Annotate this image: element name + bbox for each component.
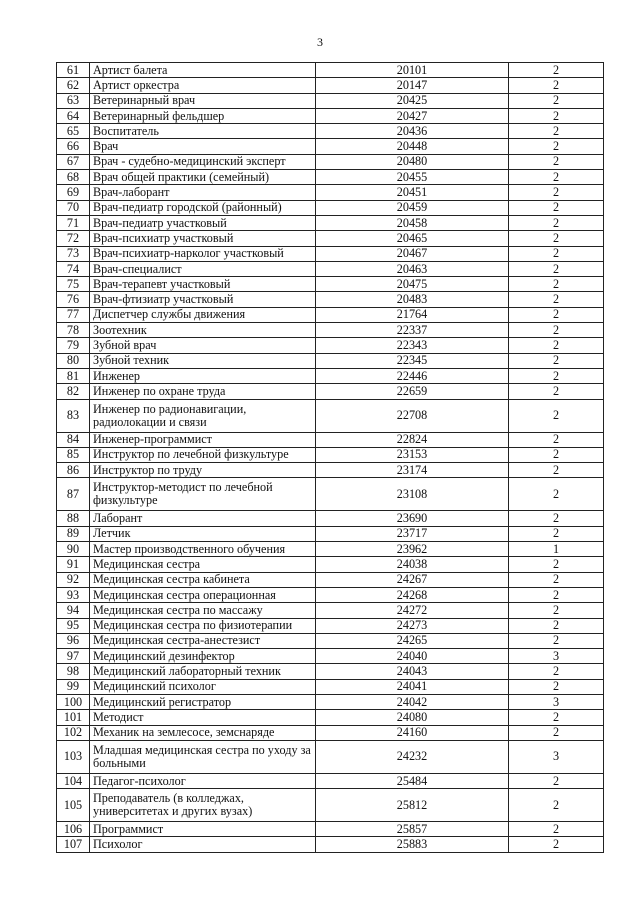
profession-name-cell: Лаборант (90, 511, 316, 526)
profession-name-cell: Зубной врач (90, 338, 316, 353)
value-cell: 2 (509, 572, 604, 587)
row-number-cell: 86 (57, 463, 90, 478)
profession-name-cell: Медицинский дезинфектор (90, 649, 316, 664)
row-number-cell: 87 (57, 478, 90, 511)
value-cell: 3 (509, 649, 604, 664)
profession-table (56, 62, 604, 853)
table-row (57, 399, 604, 432)
value-cell: 2 (509, 215, 604, 230)
row-number-cell: 77 (57, 307, 90, 322)
table-row (57, 572, 604, 587)
value-cell: 2 (509, 277, 604, 292)
profession-code-cell: 24273 (316, 618, 509, 633)
table-row (57, 447, 604, 462)
row-number-cell: 103 (57, 740, 90, 773)
value-cell: 2 (509, 587, 604, 602)
page-number: 3 (317, 35, 323, 49)
row-number-cell: 73 (57, 246, 90, 261)
profession-name-cell: Медицинский регистратор (90, 694, 316, 709)
table-row (57, 664, 604, 679)
table-row (57, 154, 604, 169)
row-number-cell: 92 (57, 572, 90, 587)
value-cell: 2 (509, 789, 604, 822)
profession-code-cell: 20448 (316, 139, 509, 154)
row-number-cell: 91 (57, 557, 90, 572)
row-number-cell: 71 (57, 215, 90, 230)
value-cell: 2 (509, 603, 604, 618)
value-cell: 2 (509, 478, 604, 511)
value-cell: 2 (509, 323, 604, 338)
profession-code-cell: 24272 (316, 603, 509, 618)
profession-code-cell: 20483 (316, 292, 509, 307)
row-number-cell: 83 (57, 399, 90, 432)
value-cell: 2 (509, 526, 604, 541)
profession-code-cell: 20101 (316, 63, 509, 78)
row-number-cell: 100 (57, 694, 90, 709)
table-row (57, 93, 604, 108)
table-row (57, 338, 604, 353)
table-row (57, 261, 604, 276)
profession-name-cell: Зубной техник (90, 353, 316, 368)
profession-code-cell: 20480 (316, 154, 509, 169)
table-row (57, 463, 604, 478)
profession-name-cell: Программист (90, 822, 316, 837)
value-cell: 2 (509, 353, 604, 368)
row-number-cell: 76 (57, 292, 90, 307)
value-cell: 2 (509, 246, 604, 261)
value-cell: 2 (509, 822, 604, 837)
value-cell: 2 (509, 773, 604, 788)
profession-code-cell: 25812 (316, 789, 509, 822)
value-cell: 2 (509, 93, 604, 108)
profession-name-cell: Инструктор по труду (90, 463, 316, 478)
value-cell: 2 (509, 368, 604, 383)
profession-name-cell: Врач-специалист (90, 261, 316, 276)
table-row (57, 170, 604, 185)
profession-name-cell: Медицинский лабораторный техник (90, 664, 316, 679)
table-row (57, 246, 604, 261)
table-row (57, 789, 604, 822)
profession-name-cell: Механик на землесосе, земснаряде (90, 725, 316, 740)
profession-code-cell: 20451 (316, 185, 509, 200)
profession-code-cell: 24040 (316, 649, 509, 664)
table-row (57, 78, 604, 93)
profession-name-cell: Медицинская сестра (90, 557, 316, 572)
profession-name-cell: Ветеринарный врач (90, 93, 316, 108)
profession-code-cell: 20475 (316, 277, 509, 292)
table-row (57, 63, 604, 78)
row-number-cell: 95 (57, 618, 90, 633)
table-row (57, 725, 604, 740)
table-body (57, 63, 604, 853)
row-number-cell: 89 (57, 526, 90, 541)
value-cell: 2 (509, 292, 604, 307)
row-number-cell: 78 (57, 323, 90, 338)
profession-name-cell: Врач-педиатр городской (районный) (90, 200, 316, 215)
row-number-cell: 90 (57, 542, 90, 557)
profession-name-cell: Медицинская сестра кабинета (90, 572, 316, 587)
value-cell: 2 (509, 261, 604, 276)
profession-code-cell: 21764 (316, 307, 509, 322)
profession-name-cell: Медицинская сестра-анестезист (90, 633, 316, 648)
table-row (57, 323, 604, 338)
row-number-cell: 96 (57, 633, 90, 648)
value-cell: 2 (509, 463, 604, 478)
profession-name-cell: Артист балета (90, 63, 316, 78)
value-cell: 2 (509, 725, 604, 740)
profession-code-cell: 20467 (316, 246, 509, 261)
table-row (57, 231, 604, 246)
profession-code-cell: 22708 (316, 399, 509, 432)
row-number-cell: 104 (57, 773, 90, 788)
profession-name-cell: Врач-терапевт участковый (90, 277, 316, 292)
profession-name-cell: Врач - судебно-медицинский эксперт (90, 154, 316, 169)
profession-name-cell: Медицинская сестра операционная (90, 587, 316, 602)
profession-code-cell: 24265 (316, 633, 509, 648)
profession-name-cell: Диспетчер службы движения (90, 307, 316, 322)
profession-code-cell: 24232 (316, 740, 509, 773)
row-number-cell: 106 (57, 822, 90, 837)
value-cell: 2 (509, 170, 604, 185)
profession-code-cell: 22343 (316, 338, 509, 353)
value-cell: 2 (509, 124, 604, 139)
value-cell: 2 (509, 231, 604, 246)
profession-code-cell: 20465 (316, 231, 509, 246)
profession-name-cell: Врач-педиатр участковый (90, 215, 316, 230)
profession-name-cell: Врач-лаборант (90, 185, 316, 200)
profession-name-cell: Мастер производственного обучения (90, 542, 316, 557)
table-row (57, 603, 604, 618)
value-cell: 2 (509, 185, 604, 200)
profession-name-cell: Медицинский психолог (90, 679, 316, 694)
profession-name-cell: Ветеринарный фельдшер (90, 108, 316, 123)
table-row (57, 277, 604, 292)
profession-code-cell: 20455 (316, 170, 509, 185)
table-row (57, 478, 604, 511)
row-number-cell: 67 (57, 154, 90, 169)
row-number-cell: 102 (57, 725, 90, 740)
row-number-cell: 99 (57, 679, 90, 694)
row-number-cell: 65 (57, 124, 90, 139)
profession-code-cell: 20436 (316, 124, 509, 139)
row-number-cell: 74 (57, 261, 90, 276)
row-number-cell: 70 (57, 200, 90, 215)
profession-code-cell: 24268 (316, 587, 509, 602)
profession-code-cell: 24160 (316, 725, 509, 740)
profession-code-cell: 24042 (316, 694, 509, 709)
profession-name-cell: Врач-фтизиатр участковый (90, 292, 316, 307)
profession-code-cell: 20427 (316, 108, 509, 123)
value-cell: 2 (509, 837, 604, 852)
table-row (57, 292, 604, 307)
value-cell: 2 (509, 63, 604, 78)
profession-name-cell: Методист (90, 710, 316, 725)
value-cell: 2 (509, 618, 604, 633)
row-number-cell: 107 (57, 837, 90, 852)
value-cell: 3 (509, 740, 604, 773)
value-cell: 3 (509, 694, 604, 709)
row-number-cell: 64 (57, 108, 90, 123)
table-row (57, 557, 604, 572)
table-row (57, 633, 604, 648)
row-number-cell: 105 (57, 789, 90, 822)
table-row (57, 432, 604, 447)
row-number-cell: 66 (57, 139, 90, 154)
row-number-cell: 61 (57, 63, 90, 78)
profession-code-cell: 24267 (316, 572, 509, 587)
profession-name-cell: Инструктор-методист по лечебной физкультуре (90, 478, 316, 511)
value-cell: 2 (509, 710, 604, 725)
profession-name-cell: Врач (90, 139, 316, 154)
row-number-cell: 72 (57, 231, 90, 246)
value-cell: 2 (509, 384, 604, 399)
profession-name-cell: Педагог-психолог (90, 773, 316, 788)
profession-code-cell: 22345 (316, 353, 509, 368)
table-row (57, 679, 604, 694)
profession-name-cell: Медицинская сестра по физиотерапии (90, 618, 316, 633)
row-number-cell: 84 (57, 432, 90, 447)
row-number-cell: 98 (57, 664, 90, 679)
row-number-cell: 88 (57, 511, 90, 526)
profession-code-cell: 23108 (316, 478, 509, 511)
row-number-cell: 62 (57, 78, 90, 93)
row-number-cell: 80 (57, 353, 90, 368)
profession-code-cell: 20425 (316, 93, 509, 108)
profession-code-cell: 24041 (316, 679, 509, 694)
profession-name-cell: Младшая медицинская сестра по уходу за больными (90, 740, 316, 773)
profession-code-cell: 25857 (316, 822, 509, 837)
table-row (57, 368, 604, 383)
profession-code-cell: 23174 (316, 463, 509, 478)
profession-code-cell: 23717 (316, 526, 509, 541)
profession-code-cell: 22446 (316, 368, 509, 383)
profession-name-cell: Преподаватель (в колледжах, университетах и других вузах) (90, 789, 316, 822)
table-row (57, 587, 604, 602)
value-cell: 2 (509, 432, 604, 447)
table-row (57, 139, 604, 154)
value-cell: 2 (509, 78, 604, 93)
row-number-cell: 79 (57, 338, 90, 353)
profession-name-cell: Медицинская сестра по массажу (90, 603, 316, 618)
table-row (57, 511, 604, 526)
profession-code-cell: 20147 (316, 78, 509, 93)
table-row (57, 740, 604, 773)
profession-name-cell: Врач общей практики (семейный) (90, 170, 316, 185)
row-number-cell: 93 (57, 587, 90, 602)
profession-name-cell: Врач-психиатр-нарколог участковый (90, 246, 316, 261)
row-number-cell: 97 (57, 649, 90, 664)
profession-code-cell: 22337 (316, 323, 509, 338)
row-number-cell: 69 (57, 185, 90, 200)
row-number-cell: 85 (57, 447, 90, 462)
table-row (57, 353, 604, 368)
profession-name-cell: Инженер (90, 368, 316, 383)
value-cell: 2 (509, 447, 604, 462)
value-cell: 2 (509, 338, 604, 353)
profession-name-cell: Инструктор по лечебной физкультуре (90, 447, 316, 462)
table-row (57, 773, 604, 788)
row-number-cell: 75 (57, 277, 90, 292)
profession-name-cell: Инженер по охране труда (90, 384, 316, 399)
profession-code-cell: 20463 (316, 261, 509, 276)
value-cell: 2 (509, 307, 604, 322)
table-row (57, 837, 604, 852)
profession-code-cell: 20459 (316, 200, 509, 215)
table-row (57, 384, 604, 399)
value-cell: 2 (509, 664, 604, 679)
profession-code-cell: 23962 (316, 542, 509, 557)
profession-name-cell: Летчик (90, 526, 316, 541)
profession-code-cell: 23153 (316, 447, 509, 462)
table-row (57, 215, 604, 230)
table-row (57, 822, 604, 837)
table-row (57, 185, 604, 200)
row-number-cell: 82 (57, 384, 90, 399)
profession-name-cell: Артист оркестра (90, 78, 316, 93)
value-cell: 1 (509, 542, 604, 557)
table-row (57, 649, 604, 664)
table-row (57, 618, 604, 633)
value-cell: 2 (509, 633, 604, 648)
row-number-cell: 68 (57, 170, 90, 185)
row-number-cell: 81 (57, 368, 90, 383)
table-row (57, 124, 604, 139)
value-cell: 2 (509, 557, 604, 572)
value-cell: 2 (509, 399, 604, 432)
profession-code-cell: 25484 (316, 773, 509, 788)
row-number-cell: 101 (57, 710, 90, 725)
profession-code-cell: 22824 (316, 432, 509, 447)
table-row (57, 694, 604, 709)
profession-code-cell: 24080 (316, 710, 509, 725)
value-cell: 2 (509, 154, 604, 169)
profession-code-cell: 24038 (316, 557, 509, 572)
profession-code-cell: 23690 (316, 511, 509, 526)
profession-name-cell: Воспитатель (90, 124, 316, 139)
profession-name-cell: Инженер-программист (90, 432, 316, 447)
table-row (57, 710, 604, 725)
profession-name-cell: Зоотехник (90, 323, 316, 338)
profession-name-cell: Инженер по радионавигации, радиолокации и связи (90, 399, 316, 432)
row-number-cell: 63 (57, 93, 90, 108)
profession-name-cell: Психолог (90, 837, 316, 852)
table-row (57, 542, 604, 557)
table-row (57, 200, 604, 215)
profession-code-cell: 22659 (316, 384, 509, 399)
value-cell: 2 (509, 679, 604, 694)
row-number-cell: 94 (57, 603, 90, 618)
value-cell: 2 (509, 139, 604, 154)
profession-code-cell: 24043 (316, 664, 509, 679)
profession-name-cell: Врач-психиатр участковый (90, 231, 316, 246)
value-cell: 2 (509, 200, 604, 215)
table-row (57, 526, 604, 541)
table-row (57, 108, 604, 123)
profession-code-cell: 20458 (316, 215, 509, 230)
table-row (57, 307, 604, 322)
value-cell: 2 (509, 108, 604, 123)
value-cell: 2 (509, 511, 604, 526)
profession-code-cell: 25883 (316, 837, 509, 852)
